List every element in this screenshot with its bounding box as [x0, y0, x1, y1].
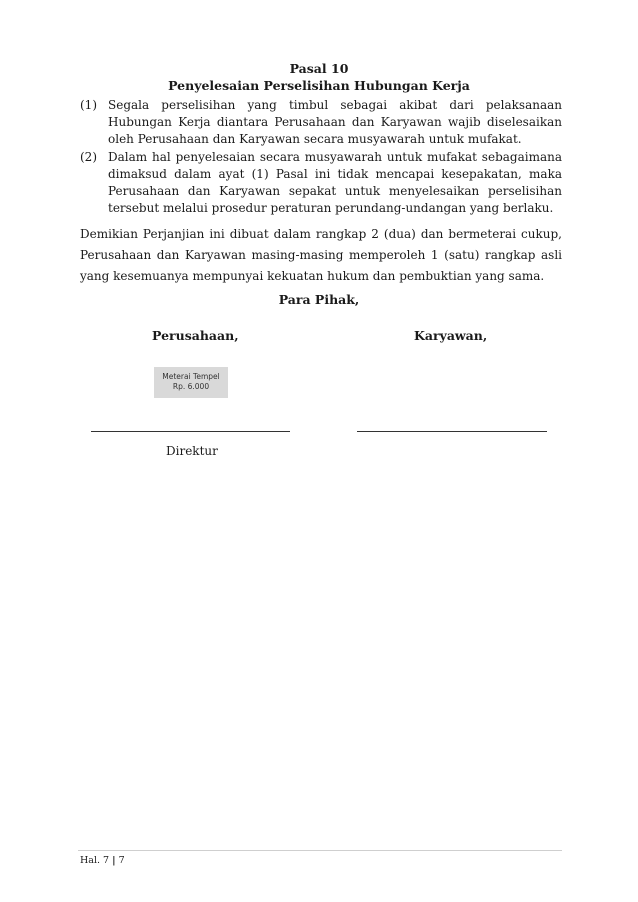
clause-text: Dalam hal penyelesaian secara musyawarah untuk mufakat sebagaimana dimaksud dalam ayat (1) Pasal ini tidak mencapai kesepakatan, maka Perusahaan dan Karyawan sepakat untuk menyelesaikan perselisihan tersebut melalui prosedur peraturan perundang-undangan yang berlaku. [108, 150, 562, 215]
employee-label: Karyawan, [414, 328, 488, 343]
page-total: 7 [118, 855, 125, 866]
company-signature-line [91, 431, 290, 432]
parties-heading: Para Pihak, [278, 292, 360, 307]
company-signatory-role: Direktur [166, 444, 218, 458]
article-title: Penyelesaian Perselisihan Hubungan Kerja [168, 78, 470, 93]
clause-text: Segala perselisihan yang timbul sebagai akibat dari pelaksanaan Hubungan Kerja diantara Perusahaan dan Karyawan wajib diselesaikan oleh Perusahaan dan Karyawan secara musyawarah untuk mufakat. [108, 98, 562, 146]
company-label: Perusahaan, [152, 328, 239, 343]
closing-paragraph: Demikian Perjanjian ini dibuat dalam rangkap 2 (dua) dan bermeterai cukup, Perusahaan dan Karyawan masing-masing memperoleh 1 (satu) rangkap asli yang kesemuanya mempunyai kekuatan hukum dan pembuktian yang sama. [80, 227, 562, 283]
page-footer [80, 855, 125, 866]
clause-number: (2) [80, 150, 97, 164]
clause-item [80, 97, 562, 148]
duty-stamp [154, 367, 228, 398]
stamp-line-1: Meterai Tempel [162, 372, 220, 381]
clause-item [80, 149, 562, 217]
article-number: Pasal 10 [289, 61, 349, 76]
page-prefix: Hal. 7 [80, 855, 110, 866]
stamp-line-2: Rp. 6.000 [172, 382, 210, 391]
footer-divider [78, 850, 562, 851]
employee-signature-line [357, 431, 547, 432]
page-separator: | [112, 855, 116, 866]
clause-number: (1) [80, 98, 97, 112]
